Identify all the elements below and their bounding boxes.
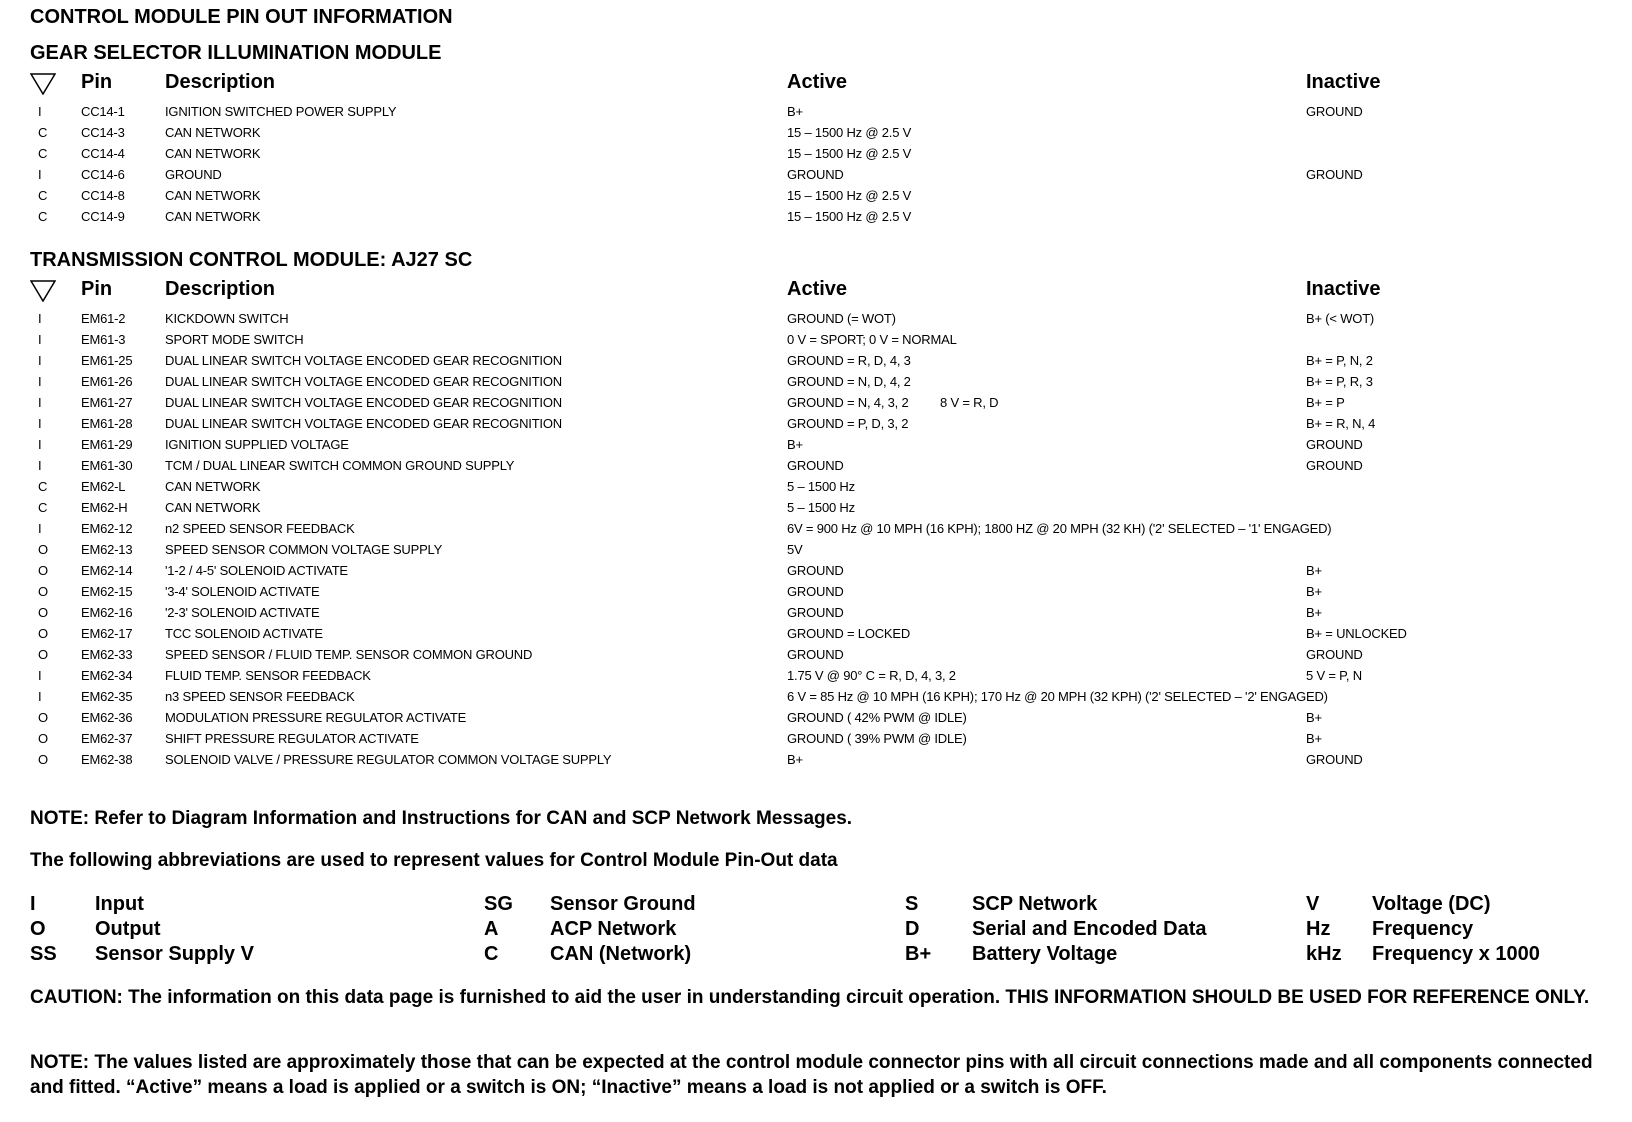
pin-type: C [38, 125, 48, 140]
pin-type: O [38, 710, 48, 725]
pin-type: I [38, 395, 42, 410]
pin-type: I [38, 374, 42, 389]
abbr-meaning: Serial and Encoded Data [972, 918, 1207, 940]
abbr-code: A [484, 918, 499, 940]
abbr-code: SG [484, 893, 513, 915]
table-row [0, 186, 1632, 207]
pin-description: n3 SPEED SENSOR FEEDBACK [165, 689, 355, 704]
active-value: GROUND [787, 605, 844, 620]
table-row [0, 561, 1632, 582]
pin-type: C [38, 146, 48, 161]
pin-id: CC14-9 [81, 209, 125, 224]
pin-id: EM62-38 [81, 752, 133, 767]
pin-description: FLUID TEMP. SENSOR FEEDBACK [165, 668, 371, 683]
pin-description: DUAL LINEAR SWITCH VOLTAGE ENCODED GEAR RECOGNITION [165, 353, 562, 368]
active-value: 1.75 V @ 90° C = R, D, 4, 3, 2 [787, 668, 956, 683]
active-value: B+ [787, 752, 803, 767]
active-value: 15 – 1500 Hz @ 2.5 V [787, 188, 912, 203]
pin-type: C [38, 479, 48, 494]
pin-id: EM62-17 [81, 626, 133, 641]
pin-id: EM61-29 [81, 437, 133, 452]
pin-id: EM61-27 [81, 395, 133, 410]
table-row [0, 498, 1632, 519]
pin-id: EM62-37 [81, 731, 133, 746]
pin-type: I [38, 167, 42, 182]
pin-id: CC14-1 [81, 104, 125, 119]
active-value: 15 – 1500 Hz @ 2.5 V [787, 125, 912, 140]
inactive-value: B+ = UNLOCKED [1306, 626, 1407, 641]
connector-triangle-icon [30, 73, 56, 95]
pin-description: SOLENOID VALVE / PRESSURE REGULATOR COMMON VOLTAGE SUPPLY [165, 752, 612, 767]
abbr-meaning: CAN (Network) [550, 943, 692, 965]
header-pin: Pin [81, 278, 113, 300]
pin-type: C [38, 500, 48, 515]
active-value: 0 V = SPORT; 0 V = NORMAL [787, 332, 957, 347]
pin-description: '3-4' SOLENOID ACTIVATE [165, 584, 320, 599]
pin-description: IGNITION SUPPLIED VOLTAGE [165, 437, 349, 452]
pin-type: O [38, 626, 48, 641]
transmission-pin-table [0, 309, 1632, 771]
abbr-meaning: SCP Network [972, 893, 1098, 915]
table-row [0, 666, 1632, 687]
pin-id: EM61-26 [81, 374, 133, 389]
pin-id: EM62-34 [81, 668, 133, 683]
inactive-value: B+ [1306, 731, 1322, 746]
pin-description: MODULATION PRESSURE REGULATOR ACTIVATE [165, 710, 467, 725]
abbr-code: V [1306, 893, 1320, 915]
inactive-value: GROUND [1306, 647, 1363, 662]
pin-id: CC14-3 [81, 125, 125, 140]
pin-type: I [38, 416, 42, 431]
active-value: GROUND = N, D, 4, 2 [787, 374, 911, 389]
pin-id: EM62-13 [81, 542, 133, 557]
inactive-value: B+ = P, R, 3 [1306, 374, 1373, 389]
abbr-meaning: Frequency x 1000 [1372, 943, 1540, 965]
pin-description: CAN NETWORK [165, 209, 261, 224]
active-value: 5 – 1500 Hz [787, 500, 855, 515]
pin-type: O [38, 731, 48, 746]
pin-type: I [38, 668, 42, 683]
pin-type: O [38, 542, 48, 557]
pin-description: CAN NETWORK [165, 125, 261, 140]
abbr-code: C [484, 943, 499, 965]
active-value: GROUND ( 39% PWM @ IDLE) [787, 731, 967, 746]
active-value: 15 – 1500 Hz @ 2.5 V [787, 146, 912, 161]
pin-type: I [38, 311, 42, 326]
table-row [0, 123, 1632, 144]
table-row [0, 102, 1632, 123]
pin-type: I [38, 458, 42, 473]
pin-id: EM62-L [81, 479, 126, 494]
table-row [0, 750, 1632, 771]
table-row [0, 435, 1632, 456]
pin-id: CC14-8 [81, 188, 125, 203]
table-row [0, 477, 1632, 498]
inactive-value: GROUND [1306, 167, 1363, 182]
active-value: GROUND [787, 458, 844, 473]
pin-description: KICKDOWN SWITCH [165, 311, 289, 326]
header-description: Description [165, 71, 276, 93]
pin-type: I [38, 104, 42, 119]
active-value-secondary: 8 V = R, D [940, 395, 999, 410]
pin-type: I [38, 332, 42, 347]
pin-id: EM61-2 [81, 311, 126, 326]
inactive-value: GROUND [1306, 752, 1363, 767]
active-value: 5 – 1500 Hz [787, 479, 855, 494]
table-row [0, 624, 1632, 645]
active-value: GROUND = R, D, 4, 3 [787, 353, 911, 368]
pin-id: CC14-4 [81, 146, 125, 161]
table-row [0, 144, 1632, 165]
header-inactive: Inactive [1306, 278, 1381, 300]
abbr-meaning: Input [95, 893, 144, 915]
pin-id: EM62-12 [81, 521, 133, 536]
network-note: NOTE: Refer to Diagram Information and Instructions for CAN and SCP Network Messages. [30, 808, 853, 829]
table-row [0, 414, 1632, 435]
table-row [0, 540, 1632, 561]
abbreviations-table [0, 888, 1632, 968]
abbr-meaning: Battery Voltage [972, 943, 1118, 965]
pin-description: DUAL LINEAR SWITCH VOLTAGE ENCODED GEAR RECOGNITION [165, 374, 562, 389]
section-title-gear-selector: GEAR SELECTOR ILLUMINATION MODULE [30, 42, 442, 64]
pin-description: SPEED SENSOR COMMON VOLTAGE SUPPLY [165, 542, 443, 557]
header-active: Active [787, 278, 848, 300]
inactive-value: B+ [1306, 710, 1322, 725]
inactive-value: GROUND [1306, 104, 1363, 119]
gear-selector-pin-table [0, 102, 1632, 228]
pin-description: SHIFT PRESSURE REGULATOR ACTIVATE [165, 731, 419, 746]
abbr-code: SS [30, 943, 57, 965]
pin-type: I [38, 353, 42, 368]
active-value: GROUND = P, D, 3, 2 [787, 416, 909, 431]
abbr-code: I [30, 893, 36, 915]
table-row [0, 330, 1632, 351]
pin-id: EM62-H [81, 500, 128, 515]
table-header [0, 71, 1632, 99]
active-value: GROUND [787, 563, 844, 578]
pin-id: EM62-16 [81, 605, 133, 620]
table-row [0, 729, 1632, 750]
header-active: Active [787, 71, 848, 93]
active-value: GROUND = N, 4, 3, 2 [787, 395, 909, 410]
pin-description: TCM / DUAL LINEAR SWITCH COMMON GROUND SUPPLY [165, 458, 515, 473]
pin-type: I [38, 437, 42, 452]
inactive-value: B+ = P [1306, 395, 1345, 410]
pin-id: EM61-28 [81, 416, 133, 431]
active-value: GROUND = LOCKED [787, 626, 911, 641]
pin-id: EM61-3 [81, 332, 126, 347]
inactive-value: 5 V = P, N [1306, 668, 1362, 683]
active-value: B+ [787, 437, 803, 452]
pin-description: '1-2 / 4-5' SOLENOID ACTIVATE [165, 563, 348, 578]
pin-id: EM62-35 [81, 689, 133, 704]
table-header [0, 278, 1632, 306]
active-value: 6 V = 85 Hz @ 10 MPH (16 KPH); 170 Hz @ 20 MPH (32 KPH) ('2' SELECTED – '2' ENGAGED) [787, 689, 1328, 704]
pin-type: O [38, 647, 48, 662]
abbr-code: kHz [1306, 943, 1342, 965]
inactive-value: B+ (< WOT) [1306, 311, 1375, 326]
pin-type: O [38, 584, 48, 599]
abbreviations-intro: The following abbreviations are used to represent values for Control Module Pin-Out data [30, 850, 838, 871]
active-value: 6V = 900 Hz @ 10 MPH (16 KPH); 1800 HZ @ 20 MPH (32 KH) ('2' SELECTED – '1' ENGAGED) [787, 521, 1332, 536]
table-row [0, 708, 1632, 729]
inactive-value: B+ [1306, 563, 1322, 578]
caution-text: CAUTION: The information on this data page is furnished to aid the user in understanding circuit operation. THIS INFORMATION SHOULD BE USED FOR REFERENCE ONLY. [30, 987, 1590, 1008]
pin-type: C [38, 188, 48, 203]
table-row [0, 165, 1632, 186]
connector-triangle-icon [30, 280, 56, 302]
pin-type: I [38, 521, 42, 536]
pin-id: EM62-33 [81, 647, 133, 662]
abbr-code: D [905, 918, 920, 940]
pin-id: EM61-25 [81, 353, 133, 368]
pin-description: GROUND [165, 167, 222, 182]
inactive-value: GROUND [1306, 437, 1363, 452]
table-row [0, 309, 1632, 330]
pin-description: CAN NETWORK [165, 146, 261, 161]
abbr-code: B+ [905, 943, 932, 965]
table-row [0, 519, 1632, 540]
section-title-transmission: TRANSMISSION CONTROL MODULE: AJ27 SC [30, 249, 473, 271]
pin-description: '2-3' SOLENOID ACTIVATE [165, 605, 320, 620]
pin-description: DUAL LINEAR SWITCH VOLTAGE ENCODED GEAR RECOGNITION [165, 416, 562, 431]
header-inactive: Inactive [1306, 71, 1381, 93]
table-row [0, 687, 1632, 708]
active-value: GROUND ( 42% PWM @ IDLE) [787, 710, 967, 725]
table-row [0, 372, 1632, 393]
inactive-value: B+ [1306, 584, 1322, 599]
abbr-meaning: Frequency [1372, 918, 1474, 940]
pin-type: C [38, 209, 48, 224]
table-row [0, 456, 1632, 477]
abbr-meaning: Sensor Supply V [95, 943, 254, 965]
inactive-value: GROUND [1306, 458, 1363, 473]
pin-description: SPORT MODE SWITCH [165, 332, 304, 347]
table-row [0, 582, 1632, 603]
table-row [0, 603, 1632, 624]
table-row [0, 351, 1632, 372]
pin-type: O [38, 605, 48, 620]
pin-type: I [38, 689, 42, 704]
pin-id: EM62-15 [81, 584, 133, 599]
values-note: NOTE: The values listed are approximately those that can be expected at the control module connector pins with all circuit connections made and all components connected and fitted. “Active” means a load is applied or a switch is ON; “Inactive” means a load is not applied or a switch is OFF. [30, 1052, 1593, 1098]
inactive-value: B+ [1306, 605, 1322, 620]
active-value: GROUND [787, 167, 844, 182]
pin-id: EM62-36 [81, 710, 133, 725]
table-row [0, 207, 1632, 228]
active-value: B+ [787, 104, 803, 119]
active-value: 5V [787, 542, 803, 557]
abbr-code: O [30, 918, 46, 940]
abbr-code: S [905, 893, 919, 915]
pin-id: EM62-14 [81, 563, 133, 578]
pin-description: SPEED SENSOR / FLUID TEMP. SENSOR COMMON GROUND [165, 647, 533, 662]
pin-description: IGNITION SWITCHED POWER SUPPLY [165, 104, 397, 119]
pin-description: n2 SPEED SENSOR FEEDBACK [165, 521, 355, 536]
inactive-value: B+ = R, N, 4 [1306, 416, 1376, 431]
active-value: GROUND [787, 584, 844, 599]
page-title: CONTROL MODULE PIN OUT INFORMATION [30, 6, 453, 28]
pin-description: TCC SOLENOID ACTIVATE [165, 626, 323, 641]
pin-description: CAN NETWORK [165, 500, 261, 515]
table-row [0, 393, 1632, 414]
pin-id: CC14-6 [81, 167, 125, 182]
pin-description: DUAL LINEAR SWITCH VOLTAGE ENCODED GEAR RECOGNITION [165, 395, 562, 410]
header-pin: Pin [81, 71, 113, 93]
abbr-code: Hz [1306, 918, 1331, 940]
abbr-meaning: Sensor Ground [550, 893, 696, 915]
inactive-value: B+ = P, N, 2 [1306, 353, 1373, 368]
abbr-meaning: Output [95, 918, 161, 940]
pin-type: O [38, 563, 48, 578]
abbr-meaning: Voltage (DC) [1372, 893, 1491, 915]
abbr-meaning: ACP Network [550, 918, 677, 940]
table-row [0, 645, 1632, 666]
active-value: GROUND (= WOT) [787, 311, 896, 326]
header-description: Description [165, 278, 276, 300]
pin-id: EM61-30 [81, 458, 133, 473]
pin-description: CAN NETWORK [165, 479, 261, 494]
active-value: 15 – 1500 Hz @ 2.5 V [787, 209, 912, 224]
active-value: GROUND [787, 647, 844, 662]
pin-description: CAN NETWORK [165, 188, 261, 203]
pin-type: O [38, 752, 48, 767]
